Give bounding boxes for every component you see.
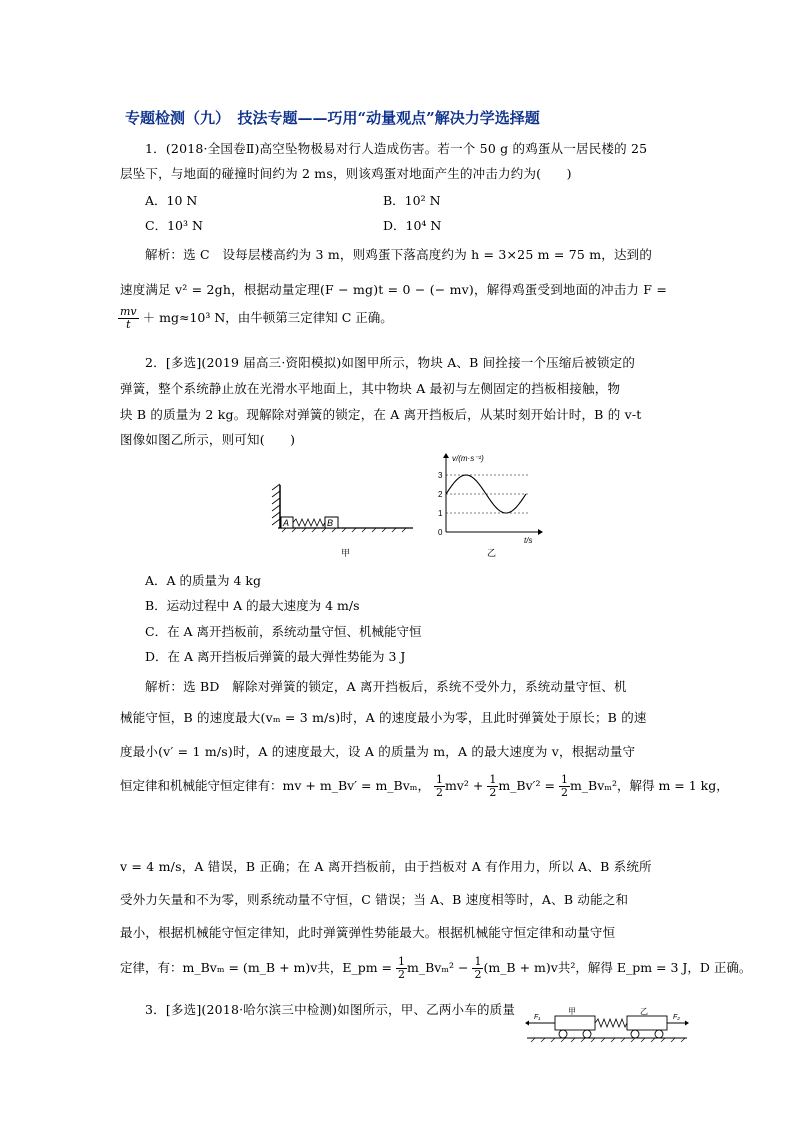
figure-q3-carts bbox=[525, 1003, 690, 1045]
q2-solution-line2: 械能守恒，B 的速度最大(vₘ = 3 m/s)时，A 的速度最小为零，且此时弹簧处于原长；B 的速 bbox=[120, 710, 647, 725]
q2-solution-line6: 受外力矢量和不为零，则系统动量不守恒，C 错误；当 A、B 速度相等时，A、B 动能之和 bbox=[120, 892, 629, 907]
q2-stem-line4: 图像如图乙所示，则可知( ) bbox=[120, 432, 296, 447]
q2-solution-line3: 度最小(v′ = 1 m/s)时，A 的速度最大，设 A 的质量为 m，A 的最大速度为 v，根据动量守 bbox=[120, 744, 636, 759]
q2-solution-line7: 最小，根据机械能守恒定律知，此时弹簧弹性势能最大。根据机械能守恒定律和动量守恒 bbox=[120, 925, 616, 940]
q1-option-b: B．10² N bbox=[383, 193, 441, 208]
q2-option-a: A．A 的质量为 4 kg bbox=[145, 573, 262, 588]
q1-stem-line2: 层坠下，与地面的碰撞时间约为 2 ms，则该鸡蛋对地面产生的冲击力约为( ) bbox=[120, 166, 572, 181]
q2-solution-line8: 定律，有：m_Bvₘ = (m_B + m)v共，E_pm = $\frac{1}{2}$ m_Bvₘ² − $\frac{1}{2}$ (m_B + m)v共²，解得 E_pm = 3 J，D 正确。 bbox=[120, 955, 752, 981]
cart-yi-label: 乙 bbox=[640, 1007, 648, 1016]
v-axis-label: v/(m·s⁻¹) bbox=[452, 454, 484, 463]
q2-solution-line5: v = 4 m/s，A 错误，B 正确；在 A 离开挡板前，由于挡板对 A 有作用力，所以 A、B 系统所 bbox=[120, 859, 652, 874]
q1-stem-line1: 1．(2018·全国卷Ⅱ)高空坠物极易对行人造成伤害。若一个 50 g 的鸡蛋从一居民楼的 25 bbox=[145, 141, 648, 156]
block-a-label: A bbox=[283, 518, 290, 528]
q1-option-d: D．10⁴ N bbox=[383, 218, 442, 233]
cart-yi bbox=[627, 1016, 667, 1030]
q2-solution-line4: 恒定律和机械能守恒定律有：mv + m_Bv′ = m_Bvₘ， $\frac{1}{2}$ mv² + $\frac{1}{2}$ m_Bv′² = $\frac{1}{2}$ m_Bvₘ²，解得 m = 1 kg， bbox=[120, 773, 729, 799]
block-b-label: B bbox=[327, 518, 334, 528]
q1-fraction: $\frac{mv}{t}$ bbox=[120, 305, 137, 331]
force-f2-label: F₂ bbox=[673, 1014, 680, 1021]
q2-stem-line1: 2．[多选](2019 届高三·资阳模拟)如图甲所示，物块 A、B 间拴接一个压缩后被锁定的 bbox=[145, 355, 636, 370]
q1-solution-line1: 解析：选 C 设每层楼高约为 3 m，则鸡蛋下落高度约为 h = 3×25 m = 75 m，达到的 bbox=[145, 247, 653, 262]
figure-jia-caption: 甲 bbox=[341, 548, 351, 558]
q2-option-c: C．在 A 离开挡板前，系统动量守恒、机械能守恒 bbox=[145, 624, 422, 639]
figure-jia bbox=[268, 480, 418, 560]
tick-2: 2 bbox=[438, 490, 443, 499]
q2-solution-line1: 解析：选 BD 解除对弹簧的锁定，A 离开挡板后，系统不受外力，系统动量守恒、机 bbox=[145, 679, 627, 694]
page-title: 专题检测（九） 技法专题——巧用“动量观点”解决力学选择题 bbox=[125, 109, 540, 127]
q1-option-c: C．10³ N bbox=[145, 218, 203, 233]
q2-stem-line2: 弹簧，整个系统静止放在光滑水平地面上，其中物块 A 最初与左侧固定的挡板相接触，物 bbox=[120, 381, 621, 396]
q1-option-a: A．10 N bbox=[145, 193, 198, 208]
tick-3: 3 bbox=[438, 471, 443, 480]
figure-yi-caption: 乙 bbox=[487, 548, 497, 558]
q3-stem-line1: 3．[多选](2018·哈尔滨三中检测)如图所示，甲、乙两小车的质量 bbox=[145, 1002, 516, 1017]
figure-yi-vt-graph bbox=[430, 452, 550, 562]
q2-option-b: B．运动过程中 A 的最大速度为 4 m/s bbox=[145, 598, 360, 613]
cart-jia bbox=[555, 1016, 595, 1030]
cart-jia-label: 甲 bbox=[568, 1007, 576, 1016]
q2-stem-line3: 块 B 的质量为 2 kg。现解除对弹簧的锁定，在 A 离开挡板后，从某时刻开始计时，B 的 v-t bbox=[120, 407, 642, 422]
q2-option-d: D．在 A 离开挡板后弹簧的最大弹性势能为 3 J bbox=[145, 649, 406, 664]
tick-1: 1 bbox=[438, 509, 443, 518]
q3-spring bbox=[595, 1019, 627, 1027]
q1-solution-line3: $\frac{mv}{t}$ ＋ mg≈10³ N，由牛顿第三定律知 C 正确。 bbox=[120, 305, 393, 331]
q1-solution-line2: 速度满足 v² = 2gh，根据动量定理(F − mg)t = 0 − (− mv)，解得鸡蛋受到地面的冲击力 F = bbox=[120, 282, 667, 297]
tick-0: 0 bbox=[438, 528, 443, 537]
force-f1-label: F₁ bbox=[534, 1014, 541, 1021]
t-axis-label: t/s bbox=[524, 536, 533, 545]
spring bbox=[293, 519, 325, 526]
